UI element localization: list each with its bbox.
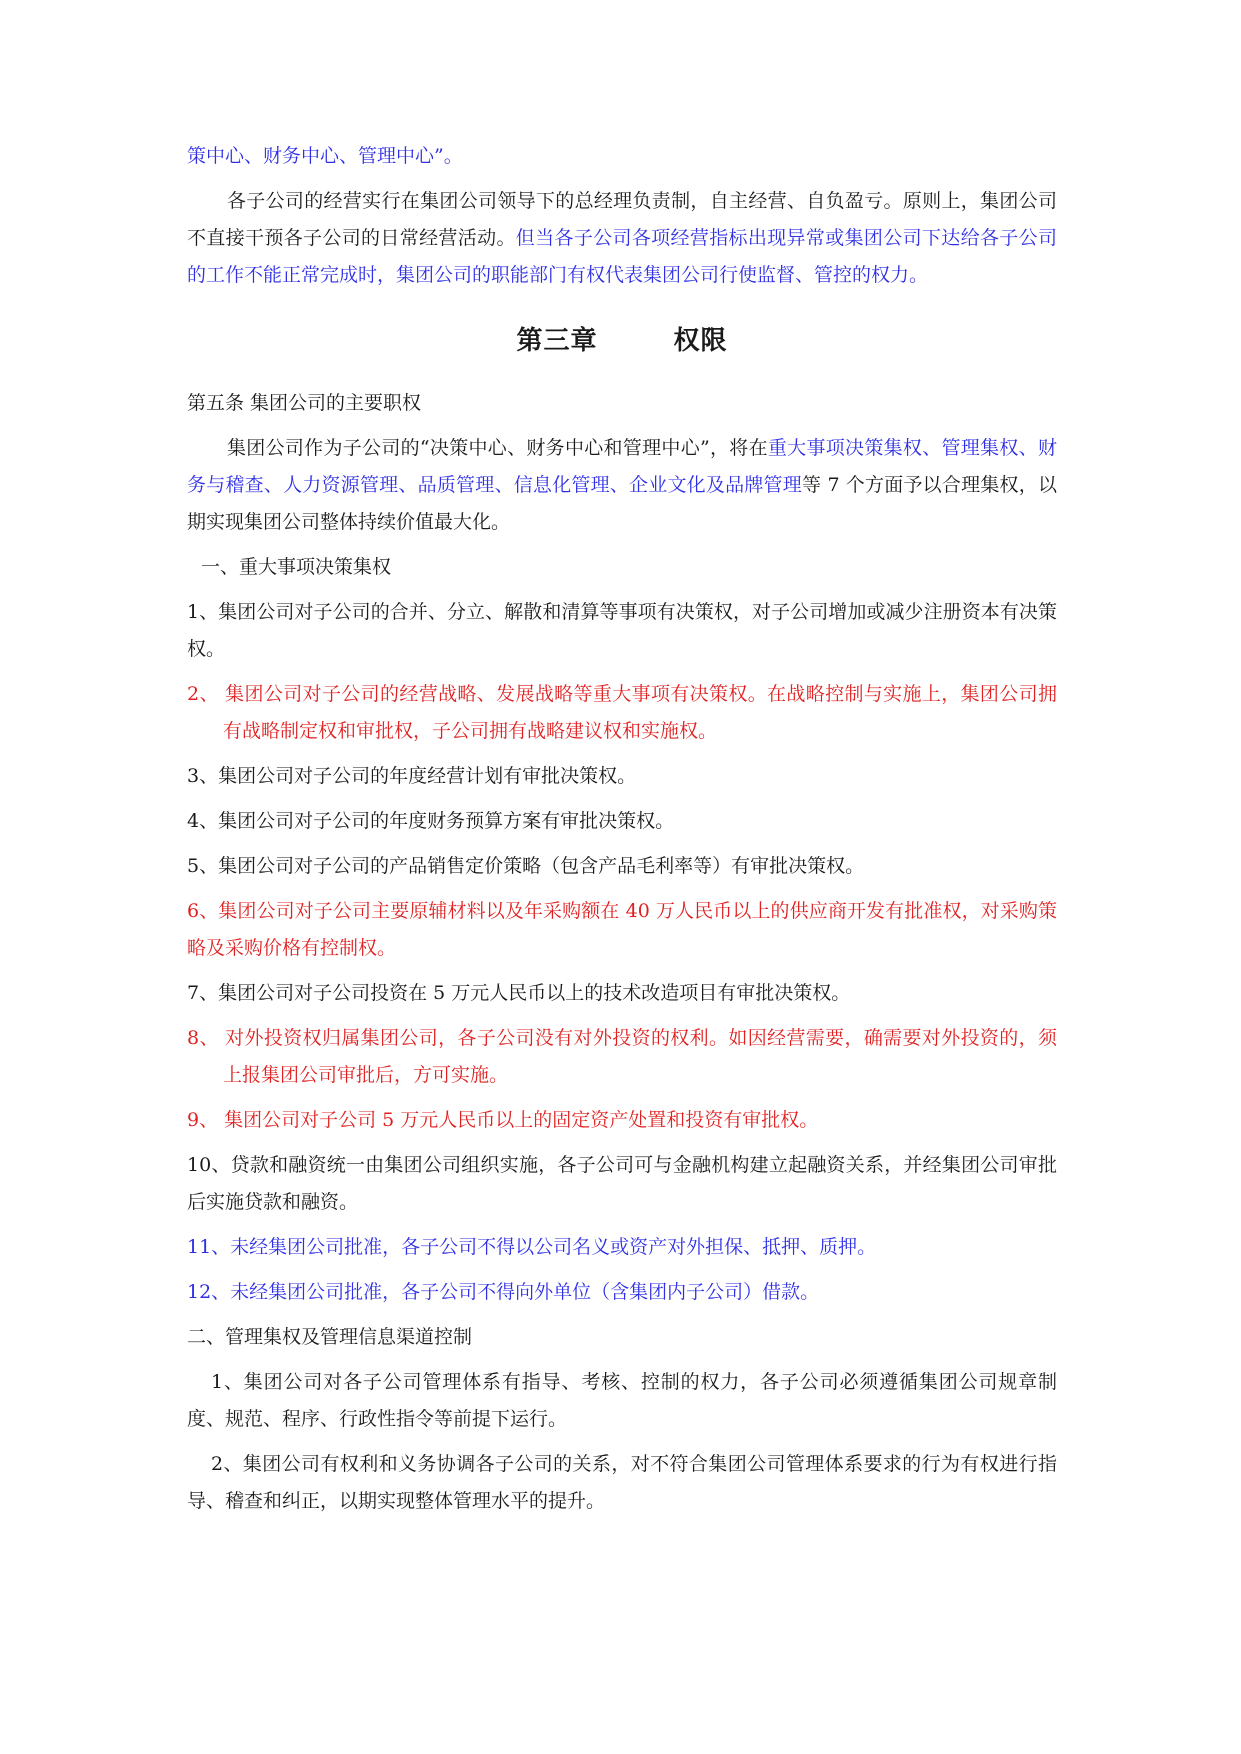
- chapter-name: 权限: [673, 326, 728, 356]
- list-item-11: 11、未经集团公司批准，各子公司不得以公司名义或资产对外担保、抵押、质押。: [187, 1236, 877, 1258]
- article-intro-highlight: 重大事项决策集权、管理集权、财务与稽查、人力资源管理、品质管理、信息化管理、企业文化及品牌管理: [187, 437, 1057, 496]
- list-item-9: 9、 集团公司对子公司 5 万元人民币以上的固定资产处置和投资有审批权。: [187, 1109, 819, 1131]
- article-title: 第五条 集团公司的主要职权: [187, 392, 422, 414]
- list-item-6: 6、集团公司对子公司主要原辅材料以及年采购额在 40 万人民币以上的供应商开发有批准权，对采购策略及采购价格有控制权。: [187, 900, 1057, 959]
- list-item-8: 8、 对外投资权归属集团公司，各子公司没有对外投资的权利。如因经营需要，确需要对外投资的，须上报集团公司审批后，方可实施。: [187, 1027, 1057, 1086]
- article-intro: [187, 430, 1057, 541]
- list-item-5: 5、集团公司对子公司的产品销售定价策略（包含产品毛利率等）有审批决策权。: [187, 855, 865, 877]
- list-item-3: 3、集团公司对子公司的年度经营计划有审批决策权。: [187, 765, 637, 787]
- section-title-1: 一、重大事项决策集权: [201, 556, 392, 578]
- document-page: [187, 138, 1057, 1528]
- section2-item-2: 2、集团公司有权利和义务协调各子公司的关系，对不符合集团公司管理体系要求的行为有权进行指导、稽查和纠正，以期实现整体管理水平的提升。: [187, 1453, 1057, 1512]
- article-intro-part2: 等 7 个方面予以合理集权，以期实现集团公司整体持续价值最大化。: [187, 474, 1057, 533]
- top-fragment: 策中心、财务中心、管理中心”。: [187, 145, 463, 167]
- chapter-title: [187, 320, 1057, 357]
- list-item-7: 7、集团公司对子公司投资在 5 万元人民币以上的技术改造项目有审批决策权。: [187, 982, 851, 1004]
- paragraph-operations: [187, 183, 1057, 294]
- paragraph-operations-text: 各子公司的经营实行在集团公司领导下的总经理负责制，自主经营、自负盈亏。原则上，集团公司不直接干预各子公司的日常经营活动。: [187, 190, 1057, 249]
- list-item-1: 1、集团公司对子公司的合并、分立、解散和清算等事项有决策权，对子公司增加或减少注册资本有决策权。: [187, 601, 1057, 660]
- section-title-2: 二、管理集权及管理信息渠道控制: [187, 1326, 473, 1348]
- article-intro-part1: 集团公司作为子公司的“决策中心、财务中心和管理中心”，将在: [227, 437, 768, 459]
- paragraph-operations-highlight: 但当各子公司各项经营指标出现异常或集团公司下达给各子公司的工作不能正常完成时，集团公司的职能部门有权代表集团公司行使监督、管控的权力。: [187, 227, 1057, 286]
- list-item-4: 4、集团公司对子公司的年度财务预算方案有审批决策权。: [187, 810, 675, 832]
- section2-item-1: 1、集团公司对各子公司管理体系有指导、考核、控制的权力，各子公司必须遵循集团公司规章制度、规范、程序、行政性指令等前提下运行。: [187, 1371, 1057, 1430]
- list-item-12: 12、未经集团公司批准，各子公司不得向外单位（含集团内子公司）借款。: [187, 1281, 820, 1303]
- list-item-2: 2、 集团公司对子公司的经营战略、发展战略等重大事项有决策权。在战略控制与实施上，集团公司拥有战略制定权和审批权，子公司拥有战略建议权和实施权。: [187, 683, 1057, 742]
- chapter-number: 第三章: [516, 326, 598, 356]
- list-item-10: 10、贷款和融资统一由集团公司组织实施，各子公司可与金融机构建立起融资关系，并经集团公司审批后实施贷款和融资。: [187, 1154, 1057, 1213]
